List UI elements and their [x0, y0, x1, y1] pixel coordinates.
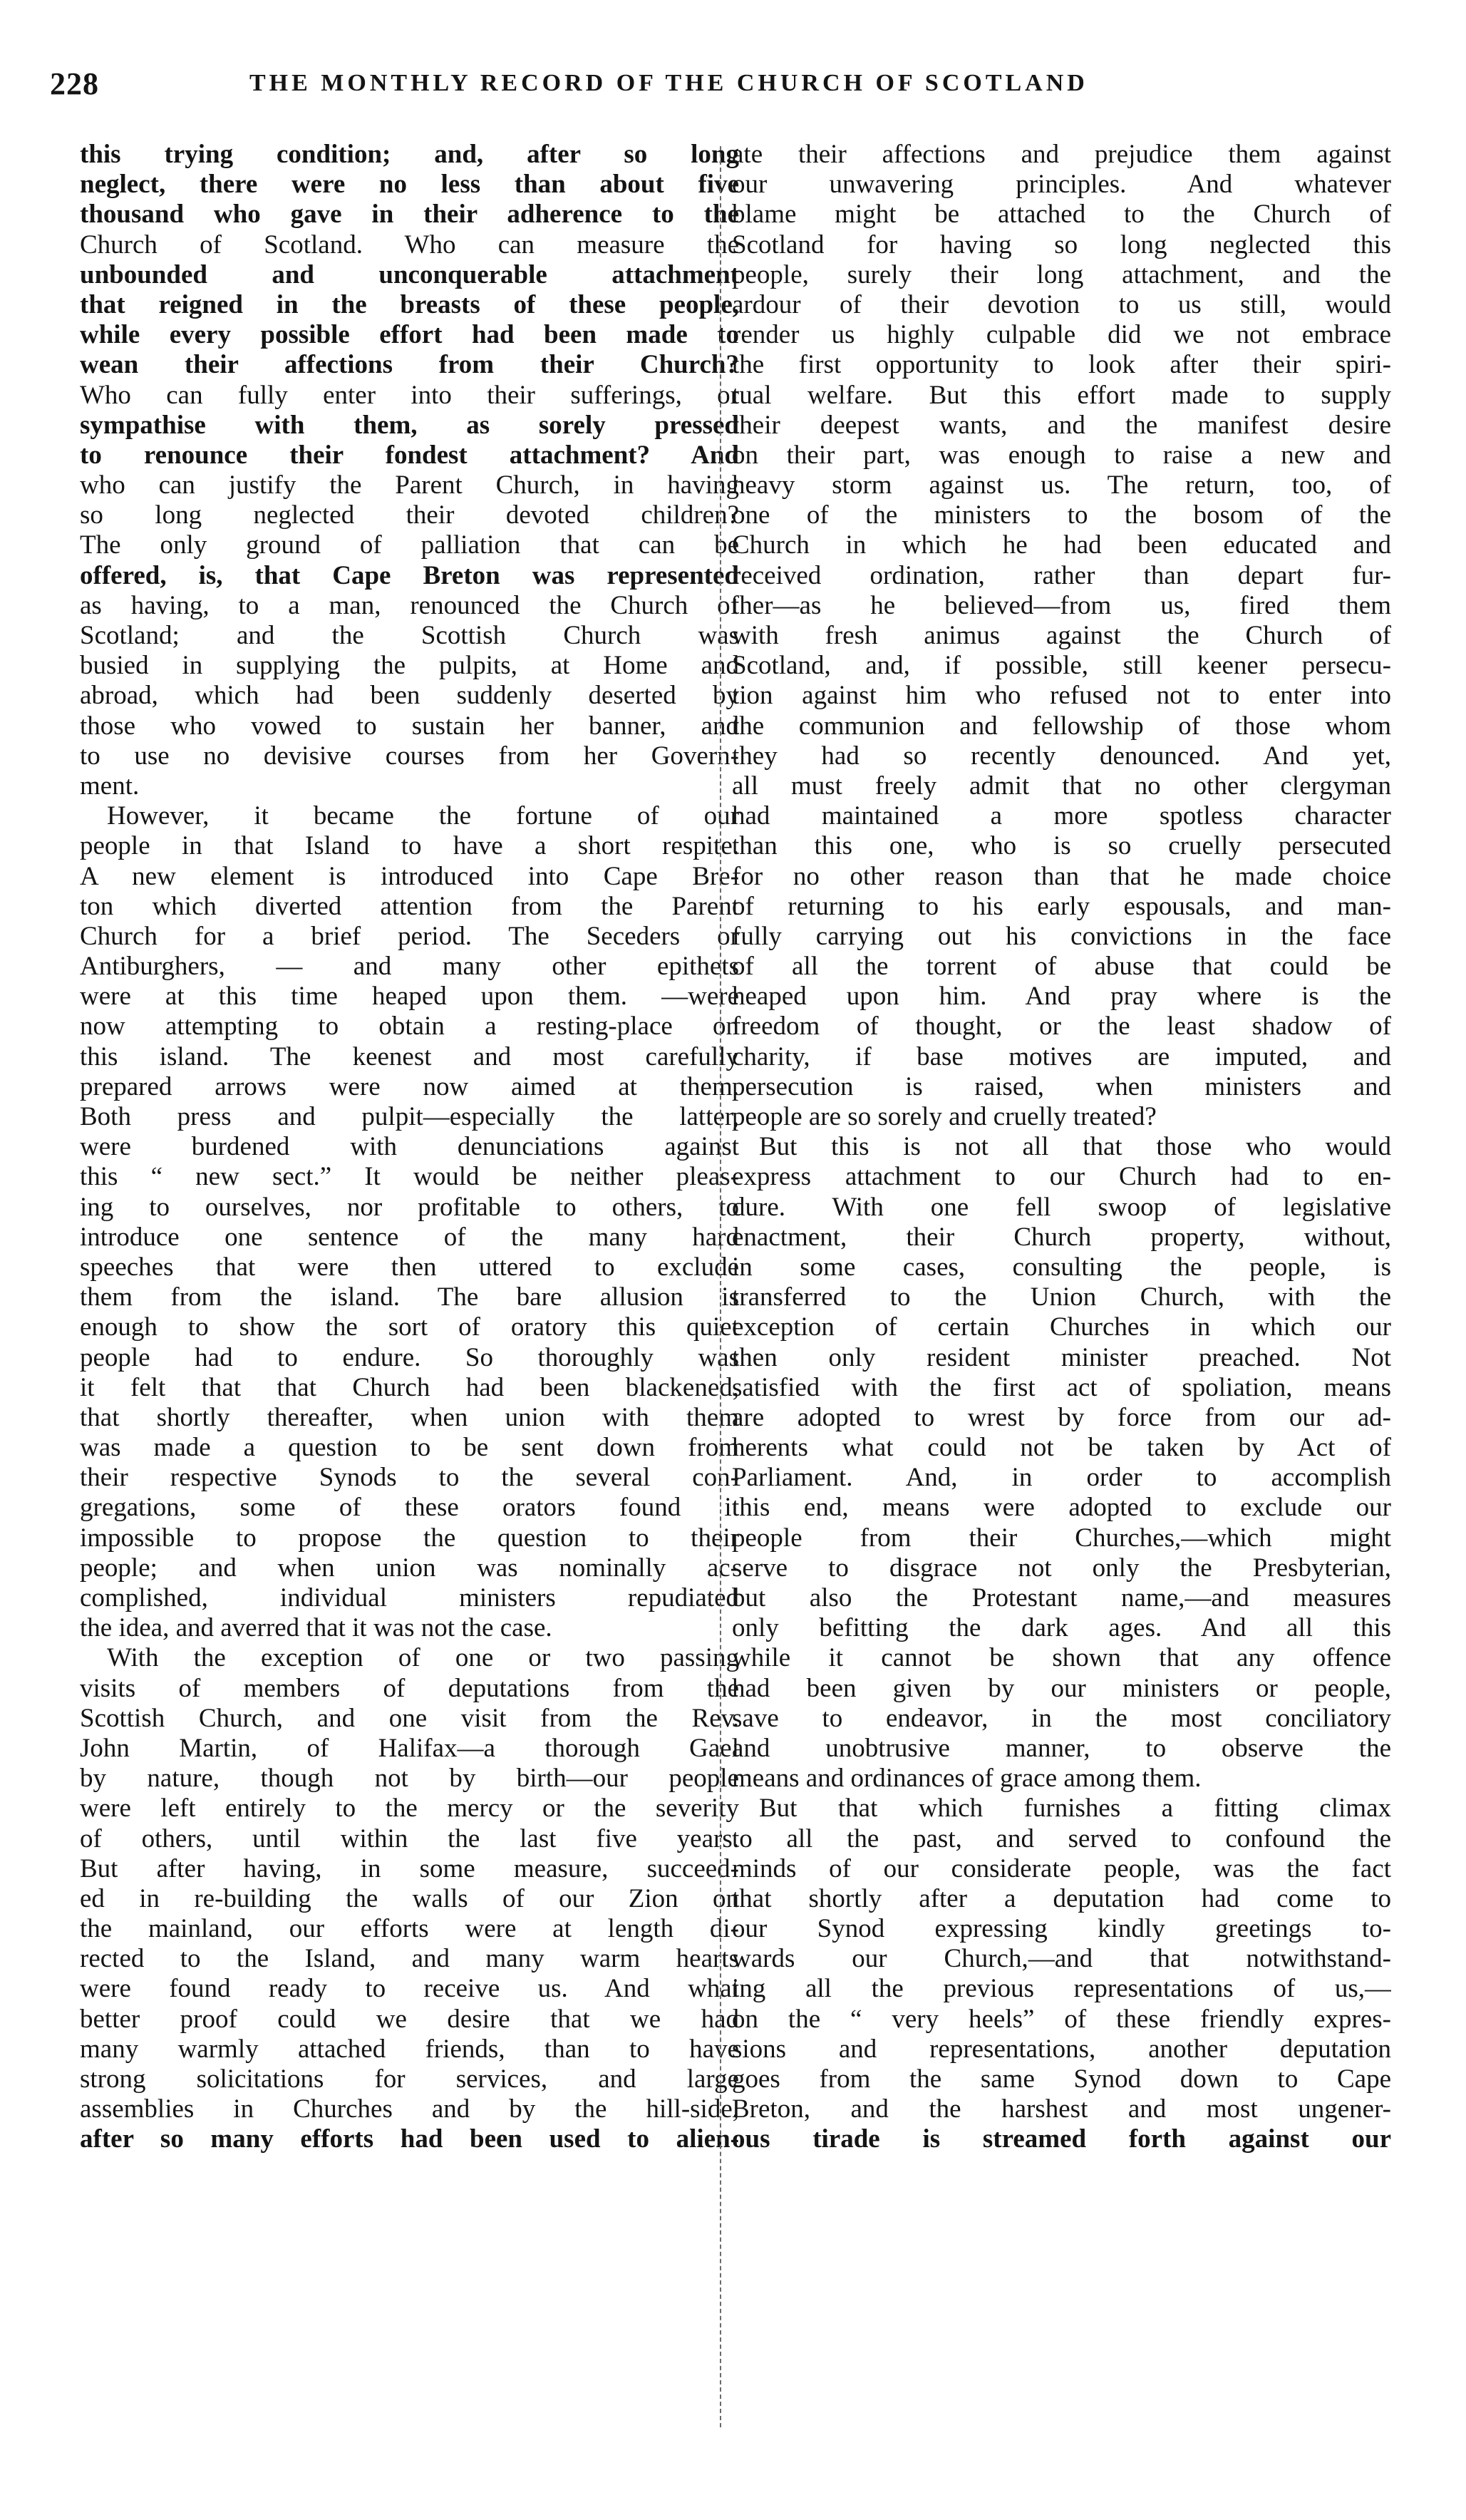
text-line: it felt that that Church had been blackened,	[80, 1372, 739, 1402]
text-line: of all the torrent of abuse that could be	[732, 952, 1391, 982]
text-line: this “ new sect.” It would be neither pleas-	[80, 1162, 739, 1192]
text-line: one of the ministers to the bosom of the	[732, 500, 1391, 530]
text-line: of others, until within the last five years.	[80, 1824, 739, 1853]
text-line: the idea, and averred that it was not the case.	[80, 1613, 552, 1643]
text-line: Scottish Church, and one visit from the Rev.	[80, 1703, 739, 1733]
text-line: minds of our considerate people, was the fact	[732, 1853, 1391, 1883]
text-line: ing all the previous representations of us,—	[732, 1974, 1391, 2004]
text-line: But after having, in some measure, succeed-	[80, 1853, 739, 1883]
text-line: save to endeavor, in the most conciliatory	[732, 1703, 1391, 1733]
text-line: to renounce their fondest attachment? And	[80, 440, 739, 470]
text-line: Both press and pulpit—especially the latter,	[80, 1102, 739, 1131]
text-line: as having, to a man, renounced the Church of	[80, 590, 739, 620]
text-line: enactment, their Church property, without,	[732, 1222, 1391, 1252]
text-line: introduce one sentence of the many hard	[80, 1222, 739, 1252]
text-line: of returning to his early espousals, and man-	[732, 891, 1391, 921]
text-line: sympathise with them, as sorely pressed	[80, 410, 739, 440]
text-line: tion against him who refused not to enter into	[732, 681, 1391, 711]
text-line: only befitting the dark ages. And all this	[732, 1613, 1391, 1643]
text-line: But this is not all that those who would	[759, 1132, 1391, 1162]
text-line: was made a question to be sent down from	[80, 1433, 739, 1463]
text-line: on the “ very heels” of these friendly expres-	[732, 2004, 1391, 2034]
text-line: ing to ourselves, nor profitable to others, to	[80, 1192, 739, 1222]
text-line: their deepest wants, and the manifest desire	[732, 410, 1391, 440]
text-line: their respective Synods to the several con-	[80, 1463, 739, 1493]
text-line: with fresh animus against the Church of	[732, 621, 1391, 650]
text-line: them from the island. The bare allusion is	[80, 1282, 739, 1312]
text-line: our Synod expressing kindly greetings to-	[732, 1914, 1391, 1944]
text-line: sions and representations, another deputation	[732, 2034, 1391, 2064]
text-line: tual welfare. But this effort made to supply	[732, 380, 1391, 410]
text-line: to all the past, and served to confound the	[732, 1824, 1391, 1853]
text-line: speeches that were then uttered to exclude	[80, 1252, 739, 1282]
text-line: ate their affections and prejudice them against	[732, 140, 1391, 169]
text-line: means and ordinances of grace among them.	[732, 1764, 1202, 1794]
right-column	[732, 140, 1391, 2457]
text-line: that reigned in the breasts of these people,	[80, 289, 739, 319]
text-line: wean their affections from their Church?	[80, 350, 739, 380]
text-line: and unobtrusive manner, to observe the	[732, 1733, 1391, 1763]
text-line: were at this time heaped upon them. —were	[80, 982, 739, 1012]
text-line: people had to endure. So thoroughly was	[80, 1342, 739, 1372]
text-line: freedom of thought, or the least shadow of	[732, 1012, 1391, 1042]
text-line: blame might be attached to the Church of	[732, 200, 1391, 230]
text-line: after so many efforts had been used to alien-	[80, 2124, 739, 2154]
text-line: heavy storm against us. The return, too, of	[732, 470, 1391, 500]
text-line: but also the Protestant name,—and measures	[732, 1583, 1391, 1613]
text-line: John Martin, of Halifax—a thorough Gael	[80, 1733, 739, 1763]
text-line: Parliament. And, in order to accomplish	[732, 1463, 1391, 1493]
text-line: Church for a brief period. The Seceders or	[80, 921, 739, 951]
text-line: neglect, there were no less than about five	[80, 170, 739, 200]
text-line: our unwavering principles. And whatever	[732, 170, 1391, 200]
text-line: those who vowed to sustain her banner, and	[80, 711, 739, 741]
page-number: 228	[50, 66, 99, 101]
text-line: abroad, which had been suddenly deserted by	[80, 681, 739, 711]
text-line: the communion and fellowship of those whom	[732, 711, 1391, 741]
text-line: assemblies in Churches and by the hill-side,	[80, 2094, 739, 2124]
text-line: Scotland; and the Scottish Church was	[80, 621, 739, 650]
text-line: rected to the Island, and many warm hearts	[80, 1944, 739, 1974]
text-line: exception of certain Churches in which our	[732, 1312, 1391, 1342]
text-line: that shortly after a deputation had come to	[732, 1883, 1391, 1913]
text-line: busied in supplying the pulpits, at Home and	[80, 651, 739, 681]
text-line: people are so sorely and cruelly treated?	[732, 1102, 1157, 1131]
text-line: Scotland for having so long neglected this	[732, 230, 1391, 259]
text-line: are adopted to wrest by force from our ad-	[732, 1402, 1391, 1432]
text-line: ed in re-building the walls of our Zion on	[80, 1883, 739, 1913]
text-line: enough to show the sort of oratory this quiet	[80, 1312, 739, 1342]
text-line: strong solicitations for services, and large	[80, 2064, 739, 2094]
text-line: people; and when union was nominally ac-	[80, 1553, 739, 1583]
text-line: ardour of their devotion to us still, would	[732, 289, 1391, 319]
text-line: However, it became the fortune of our	[107, 801, 739, 831]
text-line: while every possible effort had been made to	[80, 320, 739, 350]
column-divider	[720, 146, 721, 2427]
text-line: unbounded and unconquerable attachment	[80, 259, 739, 289]
text-line: Church of Scotland. Who can measure the	[80, 230, 739, 259]
text-line: satisfied with the first act of spoliation, means	[732, 1372, 1391, 1402]
text-line: the first opportunity to look after their spiri-	[732, 350, 1391, 380]
text-line: by nature, though not by birth—our people	[80, 1764, 739, 1794]
text-line: had been given by our ministers or people,	[732, 1673, 1391, 1703]
text-line: The only ground of palliation that can be	[80, 530, 739, 560]
text-line: impossible to propose the question to their	[80, 1523, 739, 1553]
text-line: serve to disgrace not only the Presbyterian,	[732, 1553, 1391, 1583]
page-header	[50, 66, 1404, 108]
text-line: that shortly thereafter, when union with them	[80, 1402, 739, 1432]
text-line: herents what could not be taken by Act of	[732, 1433, 1391, 1463]
text-line: fully carrying out his convictions in the face	[732, 921, 1391, 951]
text-line: on their part, was enough to raise a new and	[732, 440, 1391, 470]
text-line: A new element is introduced into Cape Bre-	[80, 861, 739, 891]
text-line: complished, individual ministers repudiated	[80, 1583, 739, 1613]
left-column	[80, 140, 739, 2457]
text-line: were left entirely to the mercy or the severity	[80, 1794, 739, 1824]
text-line: this trying condition; and, after so long	[80, 140, 739, 169]
text-line: prepared arrows were now aimed at them.	[80, 1071, 739, 1101]
text-line: heaped upon him. And pray where is the	[732, 982, 1391, 1012]
text-line: charity, if base motives are imputed, and	[732, 1042, 1391, 1071]
text-line: had maintained a more spotless character	[732, 801, 1391, 831]
text-line: wards our Church,—and that notwithstand-	[732, 1944, 1391, 1974]
text-line: visits of members of deputations from the	[80, 1673, 739, 1703]
text-line: But that which furnishes a fitting climax	[759, 1794, 1391, 1824]
text-line: Antiburghers, — and many other epithets	[80, 952, 739, 982]
text-line: goes from the same Synod down to Cape	[732, 2064, 1391, 2094]
text-line: then only resident minister preached. Not	[732, 1342, 1391, 1372]
text-line: people from their Churches,—which might	[732, 1523, 1391, 1553]
text-line: thousand who gave in their adherence to the	[80, 200, 739, 230]
text-line: than this one, who is so cruelly persecuted	[732, 831, 1391, 861]
text-line: now attempting to obtain a resting-place on	[80, 1012, 739, 1042]
text-line: better proof could we desire that we had	[80, 2004, 739, 2034]
text-line: for no other reason than that he made choice	[732, 861, 1391, 891]
text-line: were burdened with denunciations against	[80, 1132, 739, 1162]
text-line: Church in which he had been educated and	[732, 530, 1391, 560]
text-line: ton which diverted attention from the Parent	[80, 891, 739, 921]
text-line: offered, is, that Cape Breton was represented	[80, 560, 739, 590]
text-line: the mainland, our efforts were at length di-	[80, 1914, 739, 1944]
text-line: transferred to the Union Church, with the	[732, 1282, 1391, 1312]
text-line: persecution is raised, when ministers and	[732, 1071, 1391, 1101]
text-line: Scotland, and, if possible, still keener persecu-	[732, 651, 1391, 681]
text-line: while it cannot be shown that any offence	[732, 1643, 1391, 1673]
text-line: this end, means were adopted to exclude our	[732, 1493, 1391, 1523]
text-line: dure. With one fell swoop of legislative	[732, 1192, 1391, 1222]
text-line: this island. The keenest and most carefully	[80, 1042, 739, 1071]
running-title: THE MONTHLY RECORD OF THE CHURCH OF SCOTLAND	[249, 70, 1088, 96]
text-line: ment.	[80, 771, 140, 801]
text-line: so long neglected their devoted children?	[80, 500, 739, 530]
text-line: ther—as he believed—from us, fired them	[732, 590, 1391, 620]
text-line: in some cases, consulting the people, is	[732, 1252, 1391, 1282]
text-line: render us highly culpable did we not embrace	[732, 320, 1391, 350]
text-line: gregations, some of these orators found it	[80, 1493, 739, 1523]
text-line: With the exception of one or two passing	[107, 1643, 739, 1673]
text-line: to use no devisive courses from her Govern-	[80, 741, 739, 771]
text-line: many warmly attached friends, than to have	[80, 2034, 739, 2064]
text-line: ous tirade is streamed forth against our	[732, 2124, 1391, 2154]
text-line: all must freely admit that no other clergyman	[732, 771, 1391, 801]
text-line: Who can fully enter into their sufferings, or	[80, 380, 739, 410]
text-line: people in that Island to have a short respite.	[80, 831, 739, 861]
text-line: they had so recently denounced. And yet,	[732, 741, 1391, 771]
text-line: people, surely their long attachment, and the	[732, 259, 1391, 289]
text-line: were found ready to receive us. And what	[80, 1974, 739, 2004]
text-line: Breton, and the harshest and most ungener-	[732, 2094, 1391, 2124]
text-line: express attachment to our Church had to en-	[732, 1162, 1391, 1192]
text-line: received ordination, rather than depart fur-	[732, 560, 1391, 590]
text-line: who can justify the Parent Church, in having	[80, 470, 739, 500]
